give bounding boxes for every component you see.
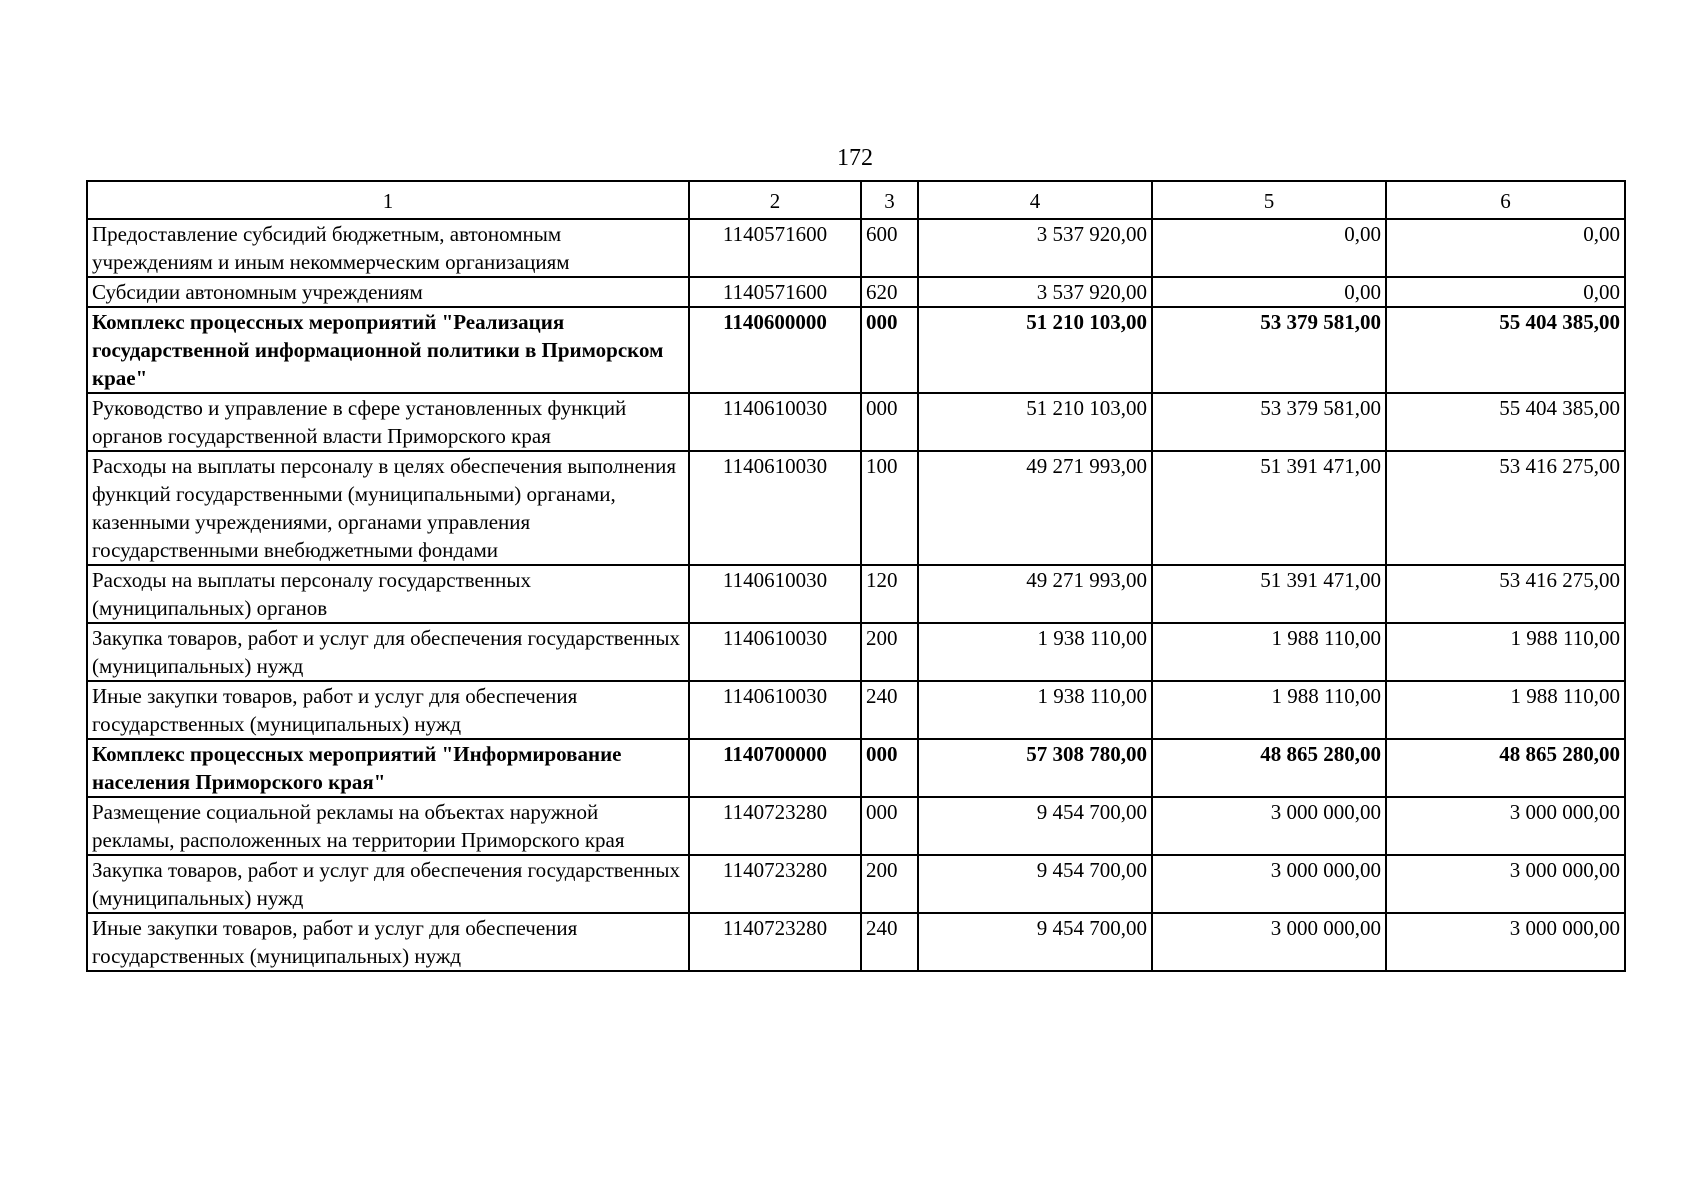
row-expense-type-cell: 100 [861,451,918,565]
row-code-cell: 1140610030 [689,451,861,565]
table-row [87,307,1625,393]
row-code-cell: 1140571600 [689,219,861,277]
row-amount-col6-cell: 55 404 385,00 [1386,307,1625,393]
row-expense-type-cell: 200 [861,623,918,681]
table-row [87,739,1625,797]
row-amount-col6-cell: 1 988 110,00 [1386,681,1625,739]
row-expense-type-cell: 240 [861,913,918,971]
column-header-5: 5 [1152,181,1386,219]
row-code-cell: 1140610030 [689,681,861,739]
table-row [87,219,1625,277]
row-amount-col5-cell: 48 865 280,00 [1152,739,1386,797]
row-name-cell: Иные закупки товаров, работ и услуг для обеспечения государственных (муниципальных) нужд [87,681,689,739]
table-row [87,681,1625,739]
table-row [87,393,1625,451]
table-body [87,219,1625,971]
table-row [87,855,1625,913]
row-amount-col6-cell: 1 988 110,00 [1386,623,1625,681]
row-code-cell: 1140723280 [689,797,861,855]
table-row [87,451,1625,565]
row-amount-col6-cell: 3 000 000,00 [1386,913,1625,971]
row-amount-col5-cell: 53 379 581,00 [1152,393,1386,451]
row-code-cell: 1140700000 [689,739,861,797]
row-expense-type-cell: 620 [861,277,918,307]
row-amount-col4-cell: 51 210 103,00 [918,307,1152,393]
row-amount-col6-cell: 53 416 275,00 [1386,565,1625,623]
page-number: 172 [837,145,873,171]
row-amount-col5-cell: 1 988 110,00 [1152,681,1386,739]
column-header-1: 1 [87,181,689,219]
row-name-cell: Иные закупки товаров, работ и услуг для обеспечения государственных (муниципальных) нужд [87,913,689,971]
column-header-2: 2 [689,181,861,219]
row-expense-type-cell: 240 [861,681,918,739]
table-row [87,913,1625,971]
row-amount-col5-cell: 0,00 [1152,219,1386,277]
column-header-3: 3 [861,181,918,219]
row-name-cell: Руководство и управление в сфере установленных функций органов государственной власти Приморского края [87,393,689,451]
row-name-cell: Субсидии автономным учреждениям [87,277,689,307]
budget-table [86,180,1626,972]
row-amount-col4-cell: 1 938 110,00 [918,681,1152,739]
column-header-4: 4 [918,181,1152,219]
row-amount-col4-cell: 49 271 993,00 [918,451,1152,565]
row-expense-type-cell: 120 [861,565,918,623]
table-row [87,797,1625,855]
row-name-cell: Расходы на выплаты персоналу государственных (муниципальных) органов [87,565,689,623]
row-amount-col4-cell: 49 271 993,00 [918,565,1152,623]
row-amount-col6-cell: 3 000 000,00 [1386,797,1625,855]
row-amount-col5-cell: 1 988 110,00 [1152,623,1386,681]
table-header-row [87,181,1625,219]
row-name-cell: Расходы на выплаты персоналу в целях обеспечения выполнения функций государственными (муниципальными) органами, казенными учреждениями, органами управления государственными внебюджетными фондами [87,451,689,565]
row-amount-col6-cell: 53 416 275,00 [1386,451,1625,565]
row-expense-type-cell: 000 [861,797,918,855]
table-row [87,623,1625,681]
row-name-cell: Размещение социальной рекламы на объектах наружной рекламы, расположенных на территории Приморского края [87,797,689,855]
row-amount-col5-cell: 51 391 471,00 [1152,451,1386,565]
row-amount-col4-cell: 9 454 700,00 [918,855,1152,913]
row-amount-col4-cell: 3 537 920,00 [918,219,1152,277]
row-amount-col6-cell: 0,00 [1386,277,1625,307]
row-expense-type-cell: 000 [861,393,918,451]
row-name-cell: Комплекс процессных мероприятий "Реализация государственной информационной политики в Приморском крае" [87,307,689,393]
row-amount-col4-cell: 57 308 780,00 [918,739,1152,797]
row-amount-col5-cell: 53 379 581,00 [1152,307,1386,393]
row-expense-type-cell: 200 [861,855,918,913]
row-amount-col6-cell: 48 865 280,00 [1386,739,1625,797]
row-code-cell: 1140610030 [689,623,861,681]
row-amount-col5-cell: 51 391 471,00 [1152,565,1386,623]
row-code-cell: 1140571600 [689,277,861,307]
row-amount-col5-cell: 3 000 000,00 [1152,855,1386,913]
column-header-6: 6 [1386,181,1625,219]
table-row [87,565,1625,623]
row-amount-col5-cell: 0,00 [1152,277,1386,307]
row-code-cell: 1140610030 [689,565,861,623]
row-amount-col4-cell: 1 938 110,00 [918,623,1152,681]
row-code-cell: 1140600000 [689,307,861,393]
row-expense-type-cell: 600 [861,219,918,277]
row-code-cell: 1140723280 [689,913,861,971]
row-name-cell: Закупка товаров, работ и услуг для обеспечения государственных (муниципальных) нужд [87,855,689,913]
row-amount-col4-cell: 51 210 103,00 [918,393,1152,451]
row-amount-col4-cell: 9 454 700,00 [918,913,1152,971]
row-amount-col6-cell: 3 000 000,00 [1386,855,1625,913]
row-name-cell: Комплекс процессных мероприятий "Информирование населения Приморского края" [87,739,689,797]
row-code-cell: 1140723280 [689,855,861,913]
table-row [87,277,1625,307]
row-amount-col4-cell: 9 454 700,00 [918,797,1152,855]
row-amount-col6-cell: 55 404 385,00 [1386,393,1625,451]
row-expense-type-cell: 000 [861,739,918,797]
row-name-cell: Предоставление субсидий бюджетным, автономным учреждениям и иным некоммерческим организациям [87,219,689,277]
row-amount-col5-cell: 3 000 000,00 [1152,797,1386,855]
row-amount-col4-cell: 3 537 920,00 [918,277,1152,307]
row-expense-type-cell: 000 [861,307,918,393]
row-amount-col6-cell: 0,00 [1386,219,1625,277]
row-code-cell: 1140610030 [689,393,861,451]
row-amount-col5-cell: 3 000 000,00 [1152,913,1386,971]
row-name-cell: Закупка товаров, работ и услуг для обеспечения государственных (муниципальных) нужд [87,623,689,681]
